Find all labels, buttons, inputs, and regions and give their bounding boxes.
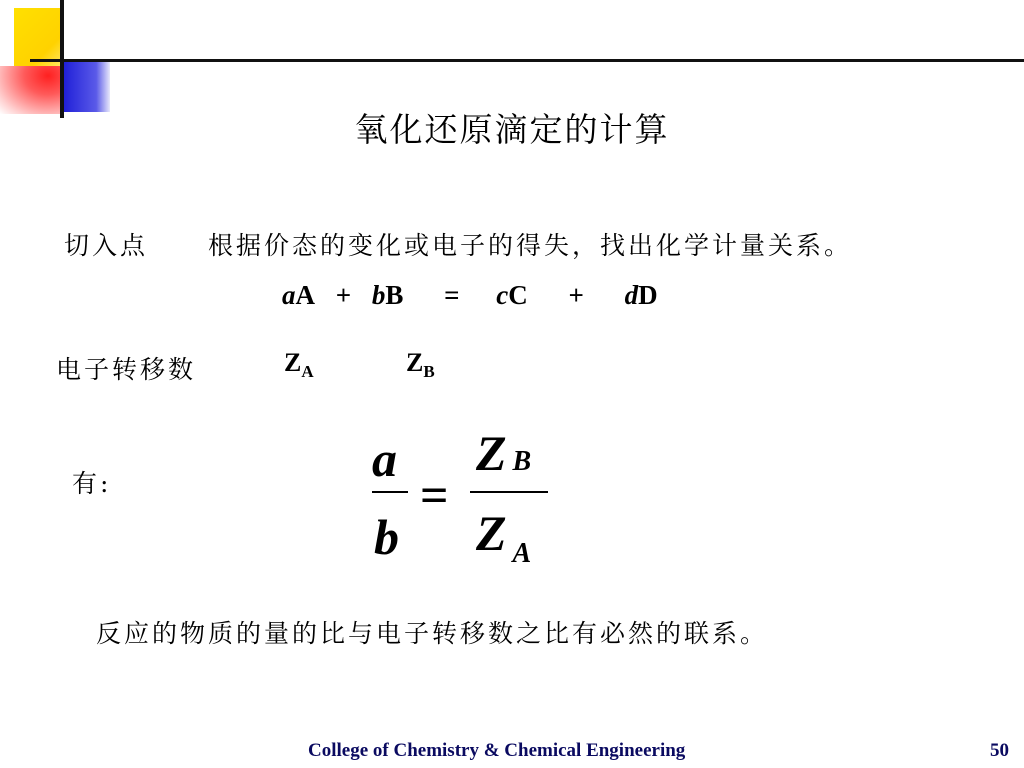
za-subscript: A [512,538,532,569]
species-D: D [638,280,658,310]
entry-label: 切入点 [64,231,149,260]
zb-subscript: B [512,446,532,477]
fraction-left-denominator: b [374,509,399,565]
relation-label: 有: [72,469,112,498]
equals-sign: = [444,280,460,310]
species-A: A [295,280,315,310]
footer-institution: College of Chemistry & Chemical Engineering [308,740,686,761]
decor-horizontal-line [30,59,1024,62]
coef-a: a [282,280,296,310]
species-C: C [508,280,528,310]
coef-d: d [624,280,639,310]
fraction-right-bar [470,491,548,493]
z-a-base: Z [284,348,302,377]
coef-b: b [371,280,386,310]
fraction-left-numerator: a [372,431,397,487]
fraction-left-bar [372,491,408,493]
zb-base: Z [476,425,507,481]
reaction-equation [282,280,658,311]
conclusion-text: 反应的物质的量的比与电子转移数之比有必然的联系。 [96,619,769,648]
page-number: 50 [990,740,1009,761]
relation-equals: = [420,467,449,523]
z-b-subscript: B [423,362,435,381]
plus-sign: + [568,280,584,310]
decor-yellow-square [14,8,64,66]
electron-transfer-label: 电子转移数 [56,355,197,384]
z-a [284,348,314,381]
fraction-right-denominator [476,505,532,569]
z-a-subscript: A [301,362,314,381]
entry-text: 根据价态的变化或电子的得失，找出化学计量关系。 [208,231,853,260]
coef-c: c [496,280,509,310]
slide-title: 氧化还原滴定的计算 [354,110,670,149]
species-B: B [385,280,404,310]
fraction-right-numerator [476,425,532,481]
z-b [406,348,435,381]
plus-sign: + [335,280,352,310]
za-base: Z [476,505,507,561]
z-b-base: Z [406,348,424,377]
